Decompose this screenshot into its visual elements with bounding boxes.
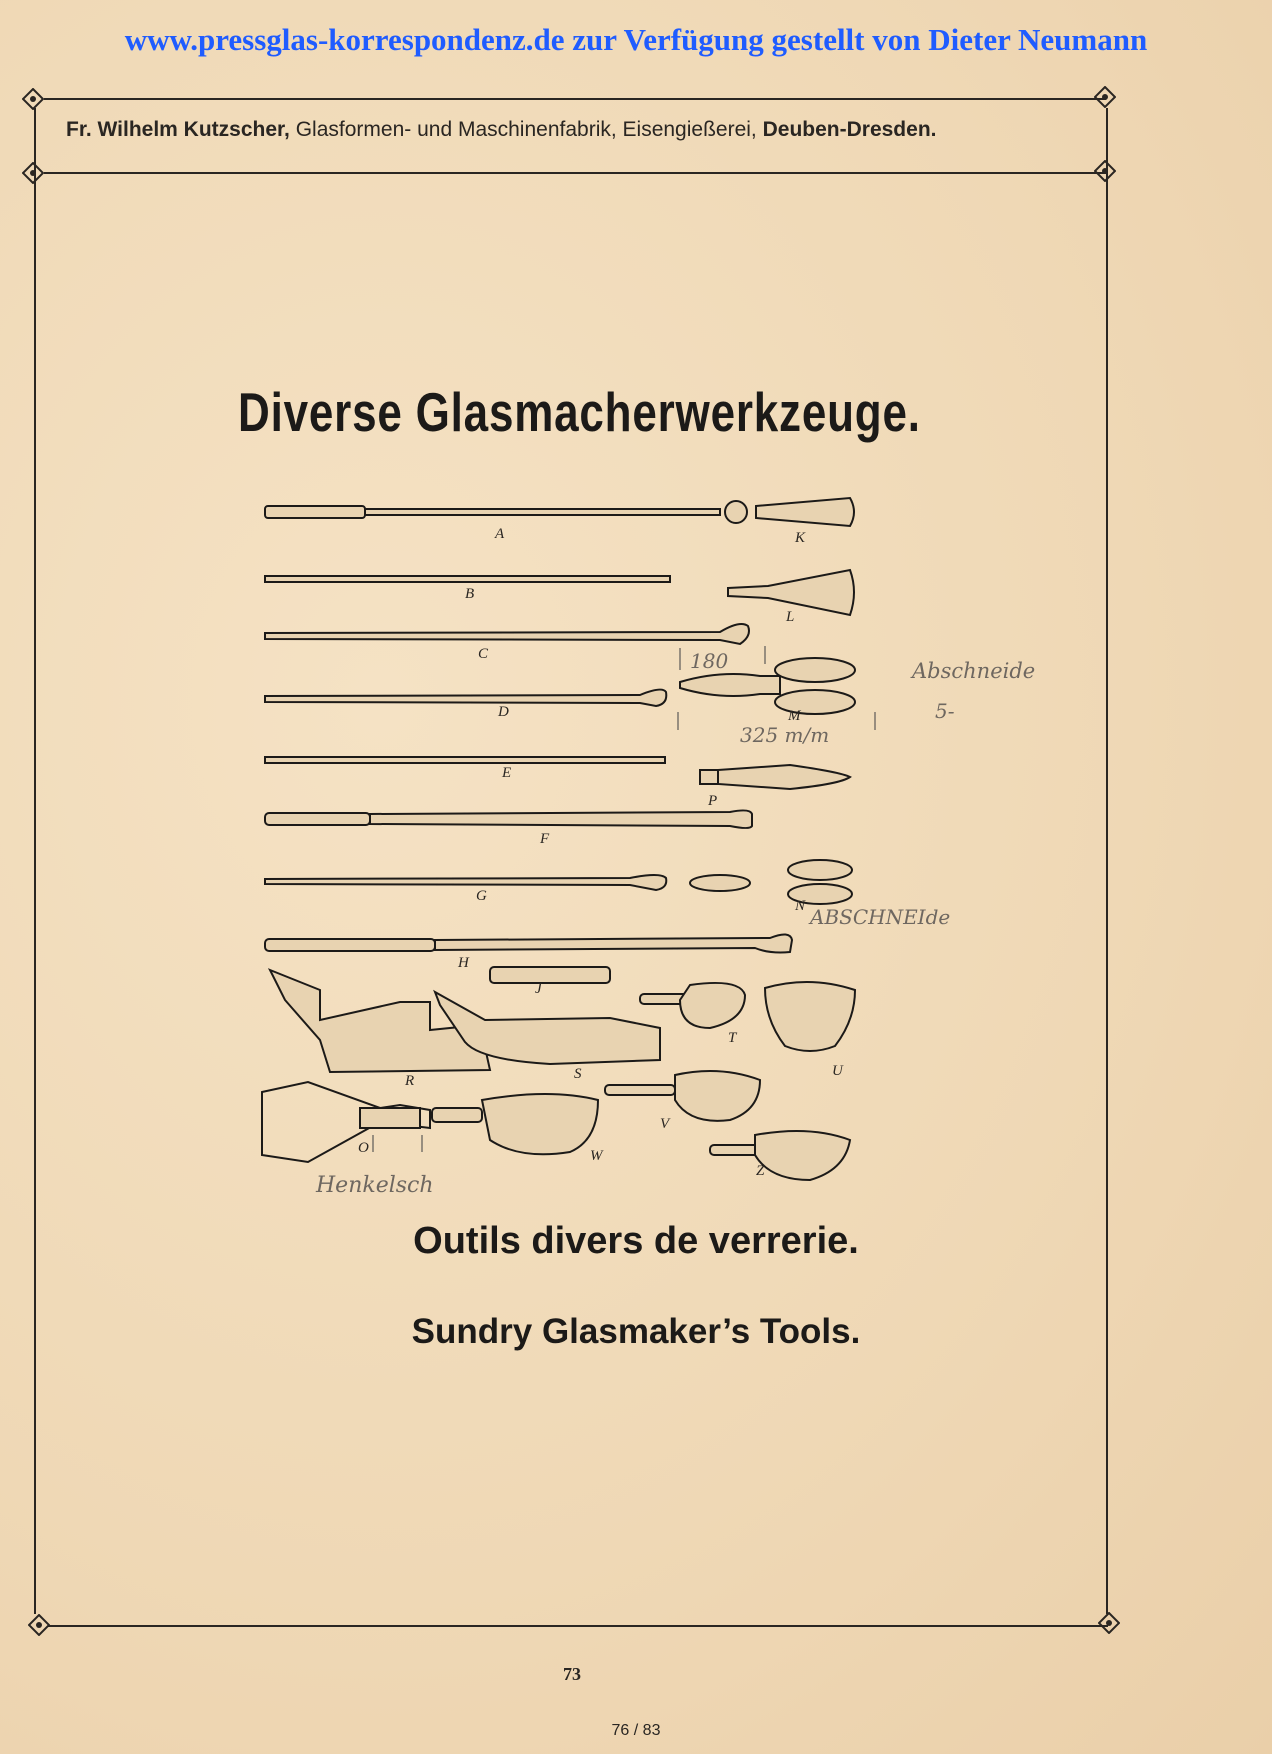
frame-header-rule (44, 172, 1106, 174)
tool-m-shears (680, 658, 855, 714)
tool-v-ladle (605, 1071, 760, 1121)
tool-k-punty (756, 498, 854, 526)
corner-ornament-icon (22, 88, 44, 110)
svg-text:K: K (795, 530, 806, 546)
catalog-header (66, 118, 1066, 142)
svg-text:Z: Z (756, 1163, 765, 1179)
svg-text:L: L (786, 609, 795, 625)
pdf-page-counter: 76 / 83 (611, 1722, 661, 1739)
corner-ornament-icon (1094, 160, 1116, 182)
svg-text:G: G (476, 888, 487, 904)
svg-text:B: B (465, 586, 475, 602)
tool-j-piece (490, 967, 610, 983)
svg-text:O: O (358, 1140, 369, 1156)
svg-text:P: P (708, 793, 718, 809)
svg-text:R: R (405, 1073, 415, 1089)
svg-text:C: C (478, 646, 489, 662)
company-business: Glasformen- und Maschinenfabrik, Eisengießerei, (295, 118, 757, 141)
tool-u-bowl (765, 982, 855, 1051)
tool-a-blowpipe (265, 501, 747, 523)
frame-top-rule (44, 98, 1106, 100)
tool-b-rod (265, 576, 670, 582)
tool-z-ladle (710, 1131, 850, 1180)
tool-o-tongs (262, 1082, 430, 1162)
svg-text:T: T (728, 1030, 737, 1046)
note-tool-o: Henkelsch (316, 1173, 434, 1198)
note-dimension-2: 325 m/m (740, 723, 830, 747)
svg-text:M: M (788, 708, 801, 724)
page-title-german: Diverse Glasmacherwerkzeuge. (238, 381, 921, 443)
corner-ornament-icon (1094, 86, 1116, 108)
tool-g-rod (265, 875, 666, 890)
tool-c-rod (265, 624, 749, 644)
svg-text:U: U (832, 1063, 843, 1079)
tool-p-tool (700, 765, 850, 789)
page-title-english: Sundry Glasmaker’s Tools. (411, 1312, 861, 1351)
corner-ornament-icon (1098, 1612, 1120, 1634)
tool-e-rod (265, 757, 665, 763)
corner-ornament-icon (28, 1614, 50, 1636)
svg-text:D: D (498, 704, 509, 720)
note-tool-m: Abschneide (912, 659, 1036, 683)
tool-d-rod (265, 690, 666, 706)
tool-n-tongs (690, 860, 852, 904)
company-name: Fr. Wilhelm Kutzscher, (66, 118, 290, 141)
svg-text:S: S (574, 1066, 582, 1082)
note-price-m: 5- (935, 699, 955, 723)
tool-f-rod (265, 810, 752, 828)
frame-left-rule (34, 108, 36, 1614)
note-tool-n: ABSCHNEIde (810, 905, 951, 929)
svg-text:H: H (458, 955, 469, 971)
frame-right-rule (1106, 108, 1108, 1614)
svg-text:A: A (495, 526, 505, 542)
note-dimension-1: 180 (690, 649, 729, 673)
svg-text:V: V (660, 1116, 670, 1132)
frame-bottom-rule (48, 1625, 1108, 1627)
corner-ornament-icon (22, 162, 44, 184)
tool-w-ladle (432, 1094, 598, 1154)
tool-h-rod (265, 934, 792, 952)
svg-text:J: J (535, 981, 542, 997)
svg-text:W: W (590, 1148, 603, 1164)
page-title-french: Outils divers de verrerie. (413, 1220, 859, 1262)
svg-text:N: N (795, 898, 806, 914)
tools-illustration (250, 480, 970, 1210)
svg-text:E: E (502, 765, 512, 781)
svg-text:F: F (540, 831, 550, 847)
tool-t-ladle (640, 983, 745, 1028)
watermark-link[interactable]: www.pressglas-korrespondenz.de zur Verfügung gestellt von Dieter Neumann (124, 22, 1148, 57)
page-number: 73 (563, 1664, 581, 1684)
company-location: Deuben-Dresden. (762, 118, 937, 141)
